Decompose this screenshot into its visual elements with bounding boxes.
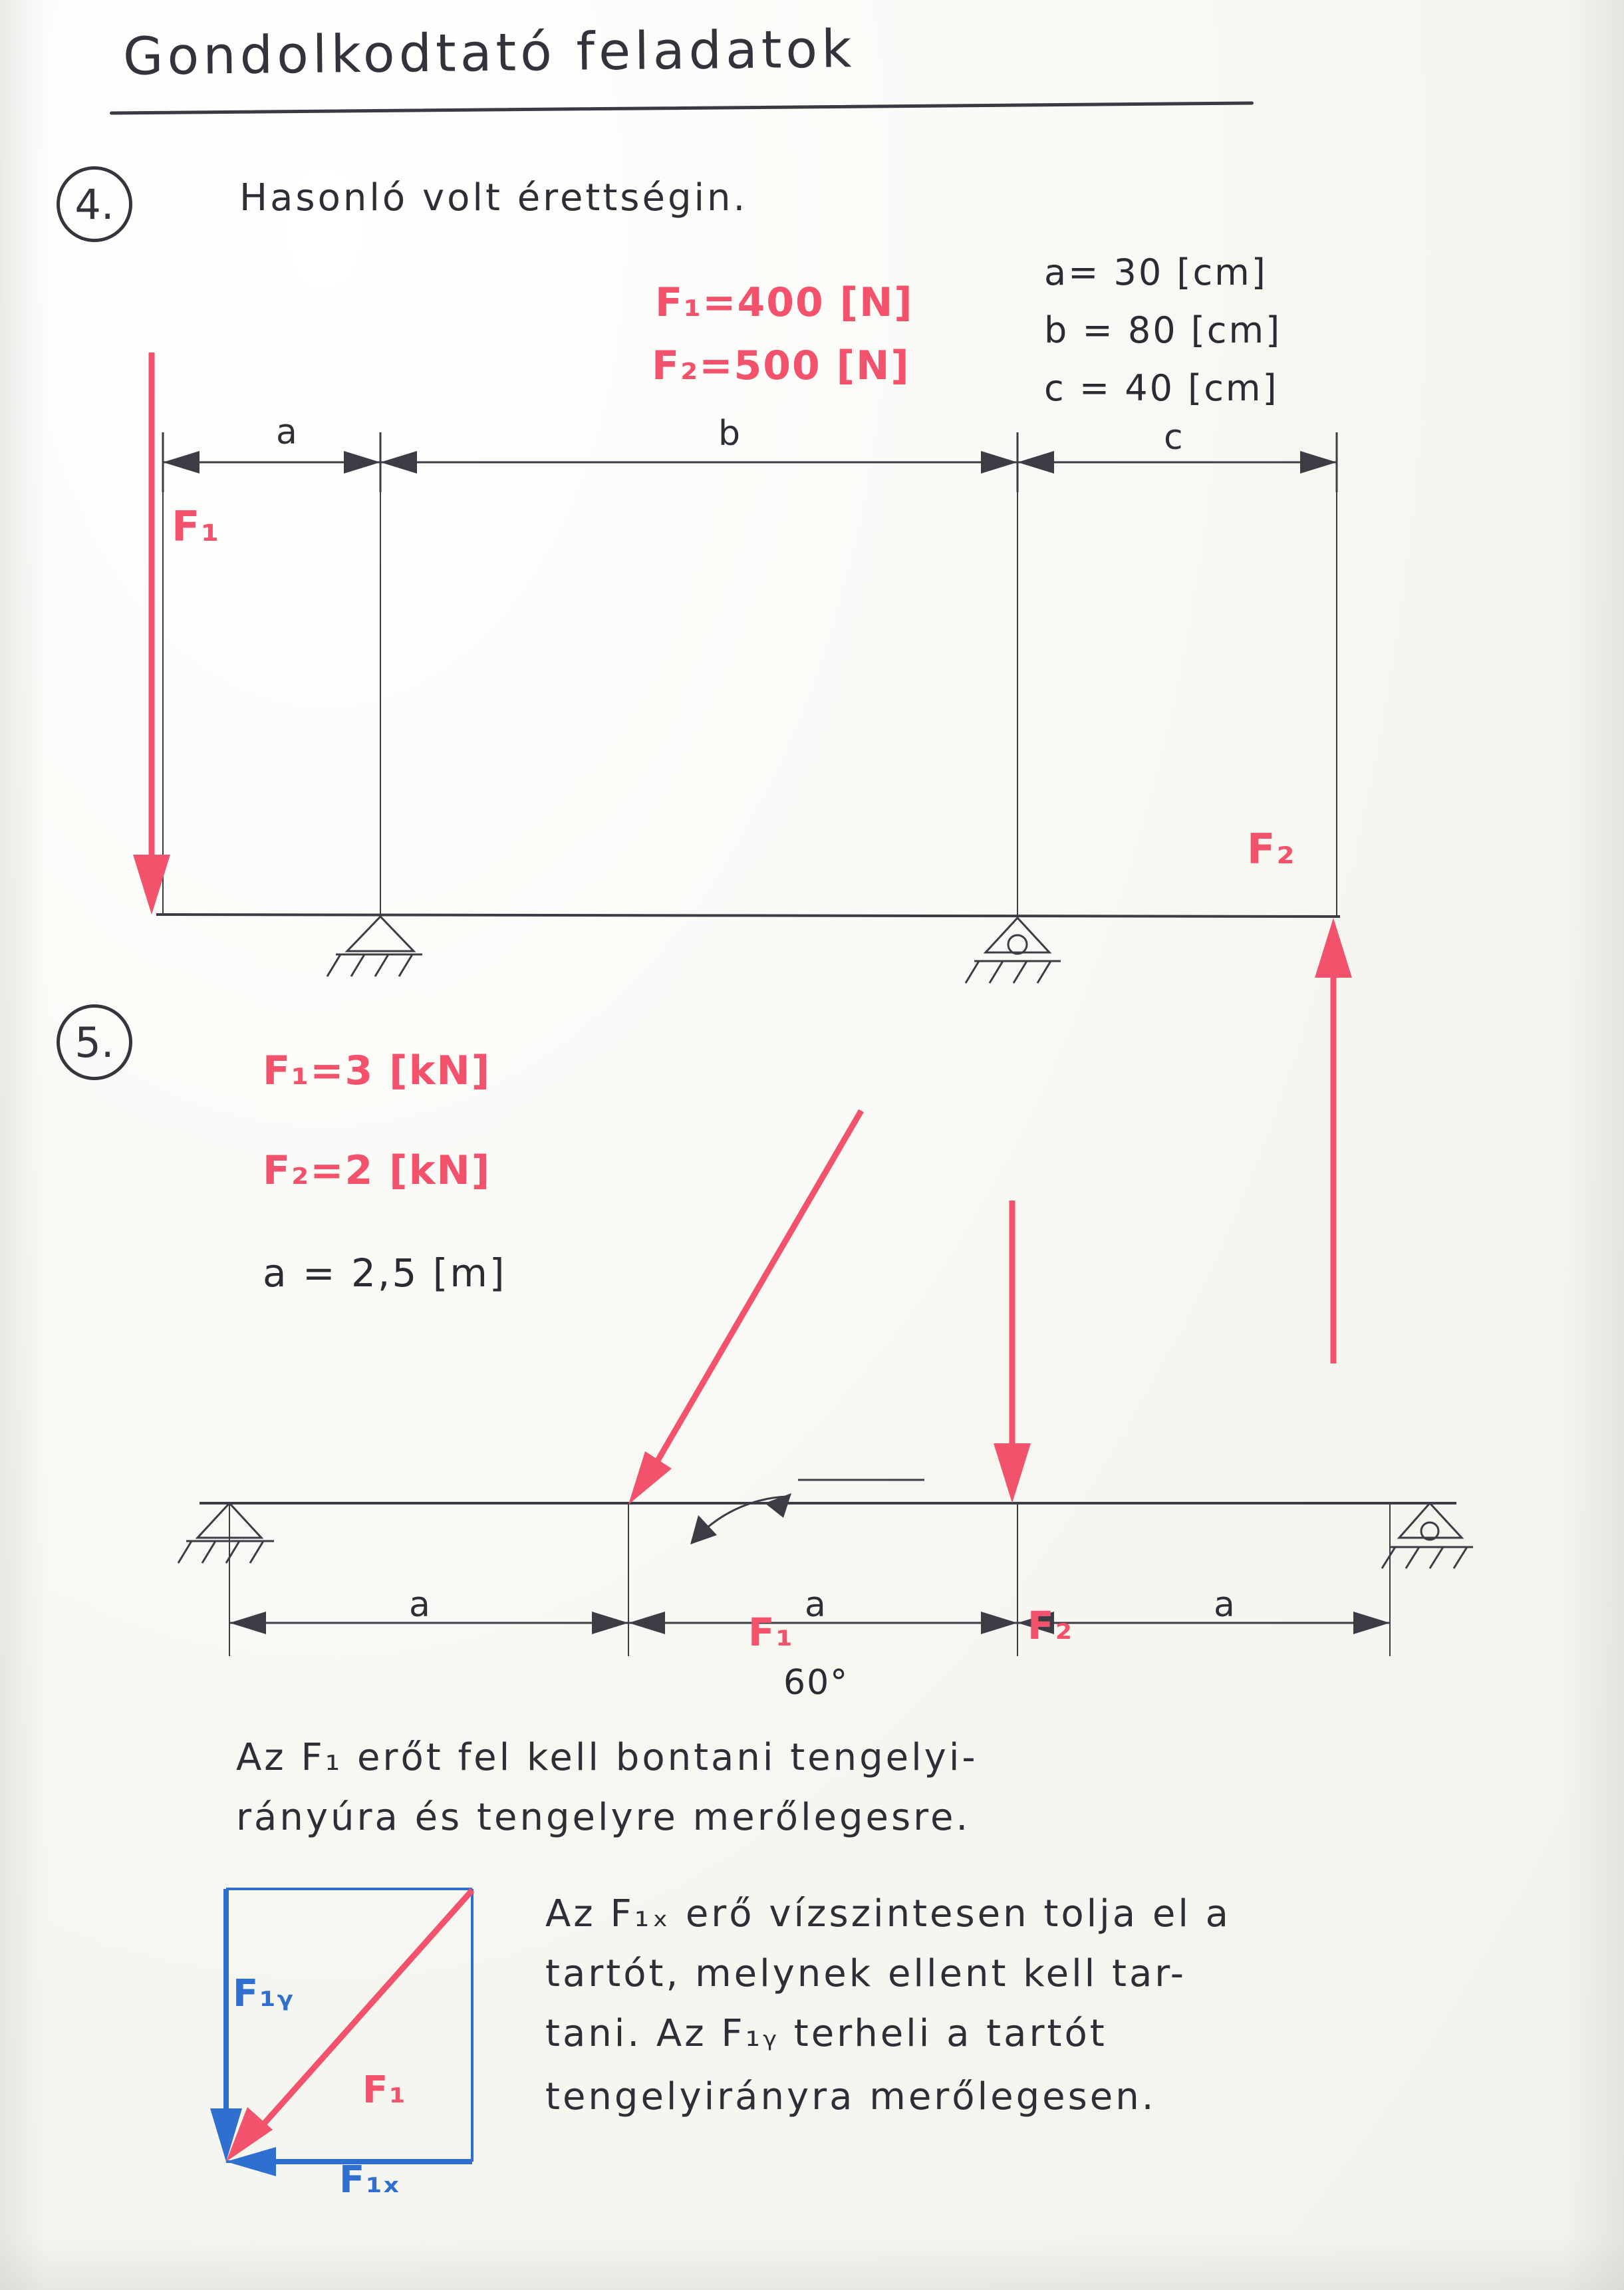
problem-4-intro: Hasonló volt érettségin. <box>239 176 748 219</box>
problem-5-given-f1: F₁=3 [kN] <box>263 1048 491 1094</box>
problem-4-given-b: b = 80 [cm] <box>1044 309 1282 351</box>
problem-5-dim-a1: a <box>409 1585 432 1625</box>
problem-5-dim-a3: a <box>1214 1585 1236 1625</box>
explanation-line-3: Az F₁ₓ erő vízszintesen tolja el a <box>545 1892 1231 1935</box>
explanation-line-6: tengelyirányra merőlegesen. <box>545 2075 1156 2118</box>
problem-4-number: 4. <box>57 166 132 242</box>
paper-shadow-bottom <box>0 2237 1624 2290</box>
explanation-line-2: rányúra és tengelyre merőlegesre. <box>236 1796 971 1839</box>
explanation-line-5: tani. Az F₁ᵧ terheli a tartót <box>545 2012 1107 2055</box>
problem-5-number: 5. <box>57 1004 132 1080</box>
problem-5-angle-label: 60° <box>783 1663 849 1703</box>
decomposition-label-f1: F₁ <box>362 2069 407 2112</box>
problem-4-beam-diagram <box>0 233 1624 1097</box>
explanation-line-1: Az F₁ erőt fel kell bontani tengelyi- <box>236 1736 978 1779</box>
problem-4-dim-b: b <box>718 414 742 454</box>
problem-4-given-c: c = 40 [cm] <box>1044 367 1279 409</box>
problem-5-label-f2: F₂ <box>1027 1603 1074 1648</box>
problem-4-dim-c: c <box>1164 418 1184 458</box>
problem-4-dim-a: a <box>276 412 299 452</box>
title-underline <box>110 101 1254 114</box>
page-title: Gondolkodtató feladatok <box>122 19 856 87</box>
problem-5-given-f2: F₂=2 [kN] <box>263 1147 491 1194</box>
explanation-line-4: tartót, melynek ellent kell tar- <box>545 1952 1186 1995</box>
decomposition-label-f1x: F₁ₓ <box>339 2158 400 2202</box>
force-decomposition-sketch <box>206 1882 605 2228</box>
problem-5-beam-diagram <box>0 1038 1624 1769</box>
decomposition-label-f1y: F₁ᵧ <box>233 1972 295 2015</box>
problem-4-label-f1: F₁ <box>172 502 221 551</box>
problem-5-given-a: a = 2,5 [m] <box>263 1250 507 1296</box>
problem-4-given-f1: F₁=400 [N] <box>655 279 914 326</box>
problem-5-label-f1: F₁ <box>748 1610 795 1655</box>
problem-4-given-a: a= 30 [cm] <box>1044 251 1268 293</box>
problem-4-label-f2: F₂ <box>1247 825 1296 873</box>
problem-5-dim-a2: a <box>805 1585 827 1625</box>
problem-4-given-f2: F₂=500 [N] <box>652 343 910 389</box>
